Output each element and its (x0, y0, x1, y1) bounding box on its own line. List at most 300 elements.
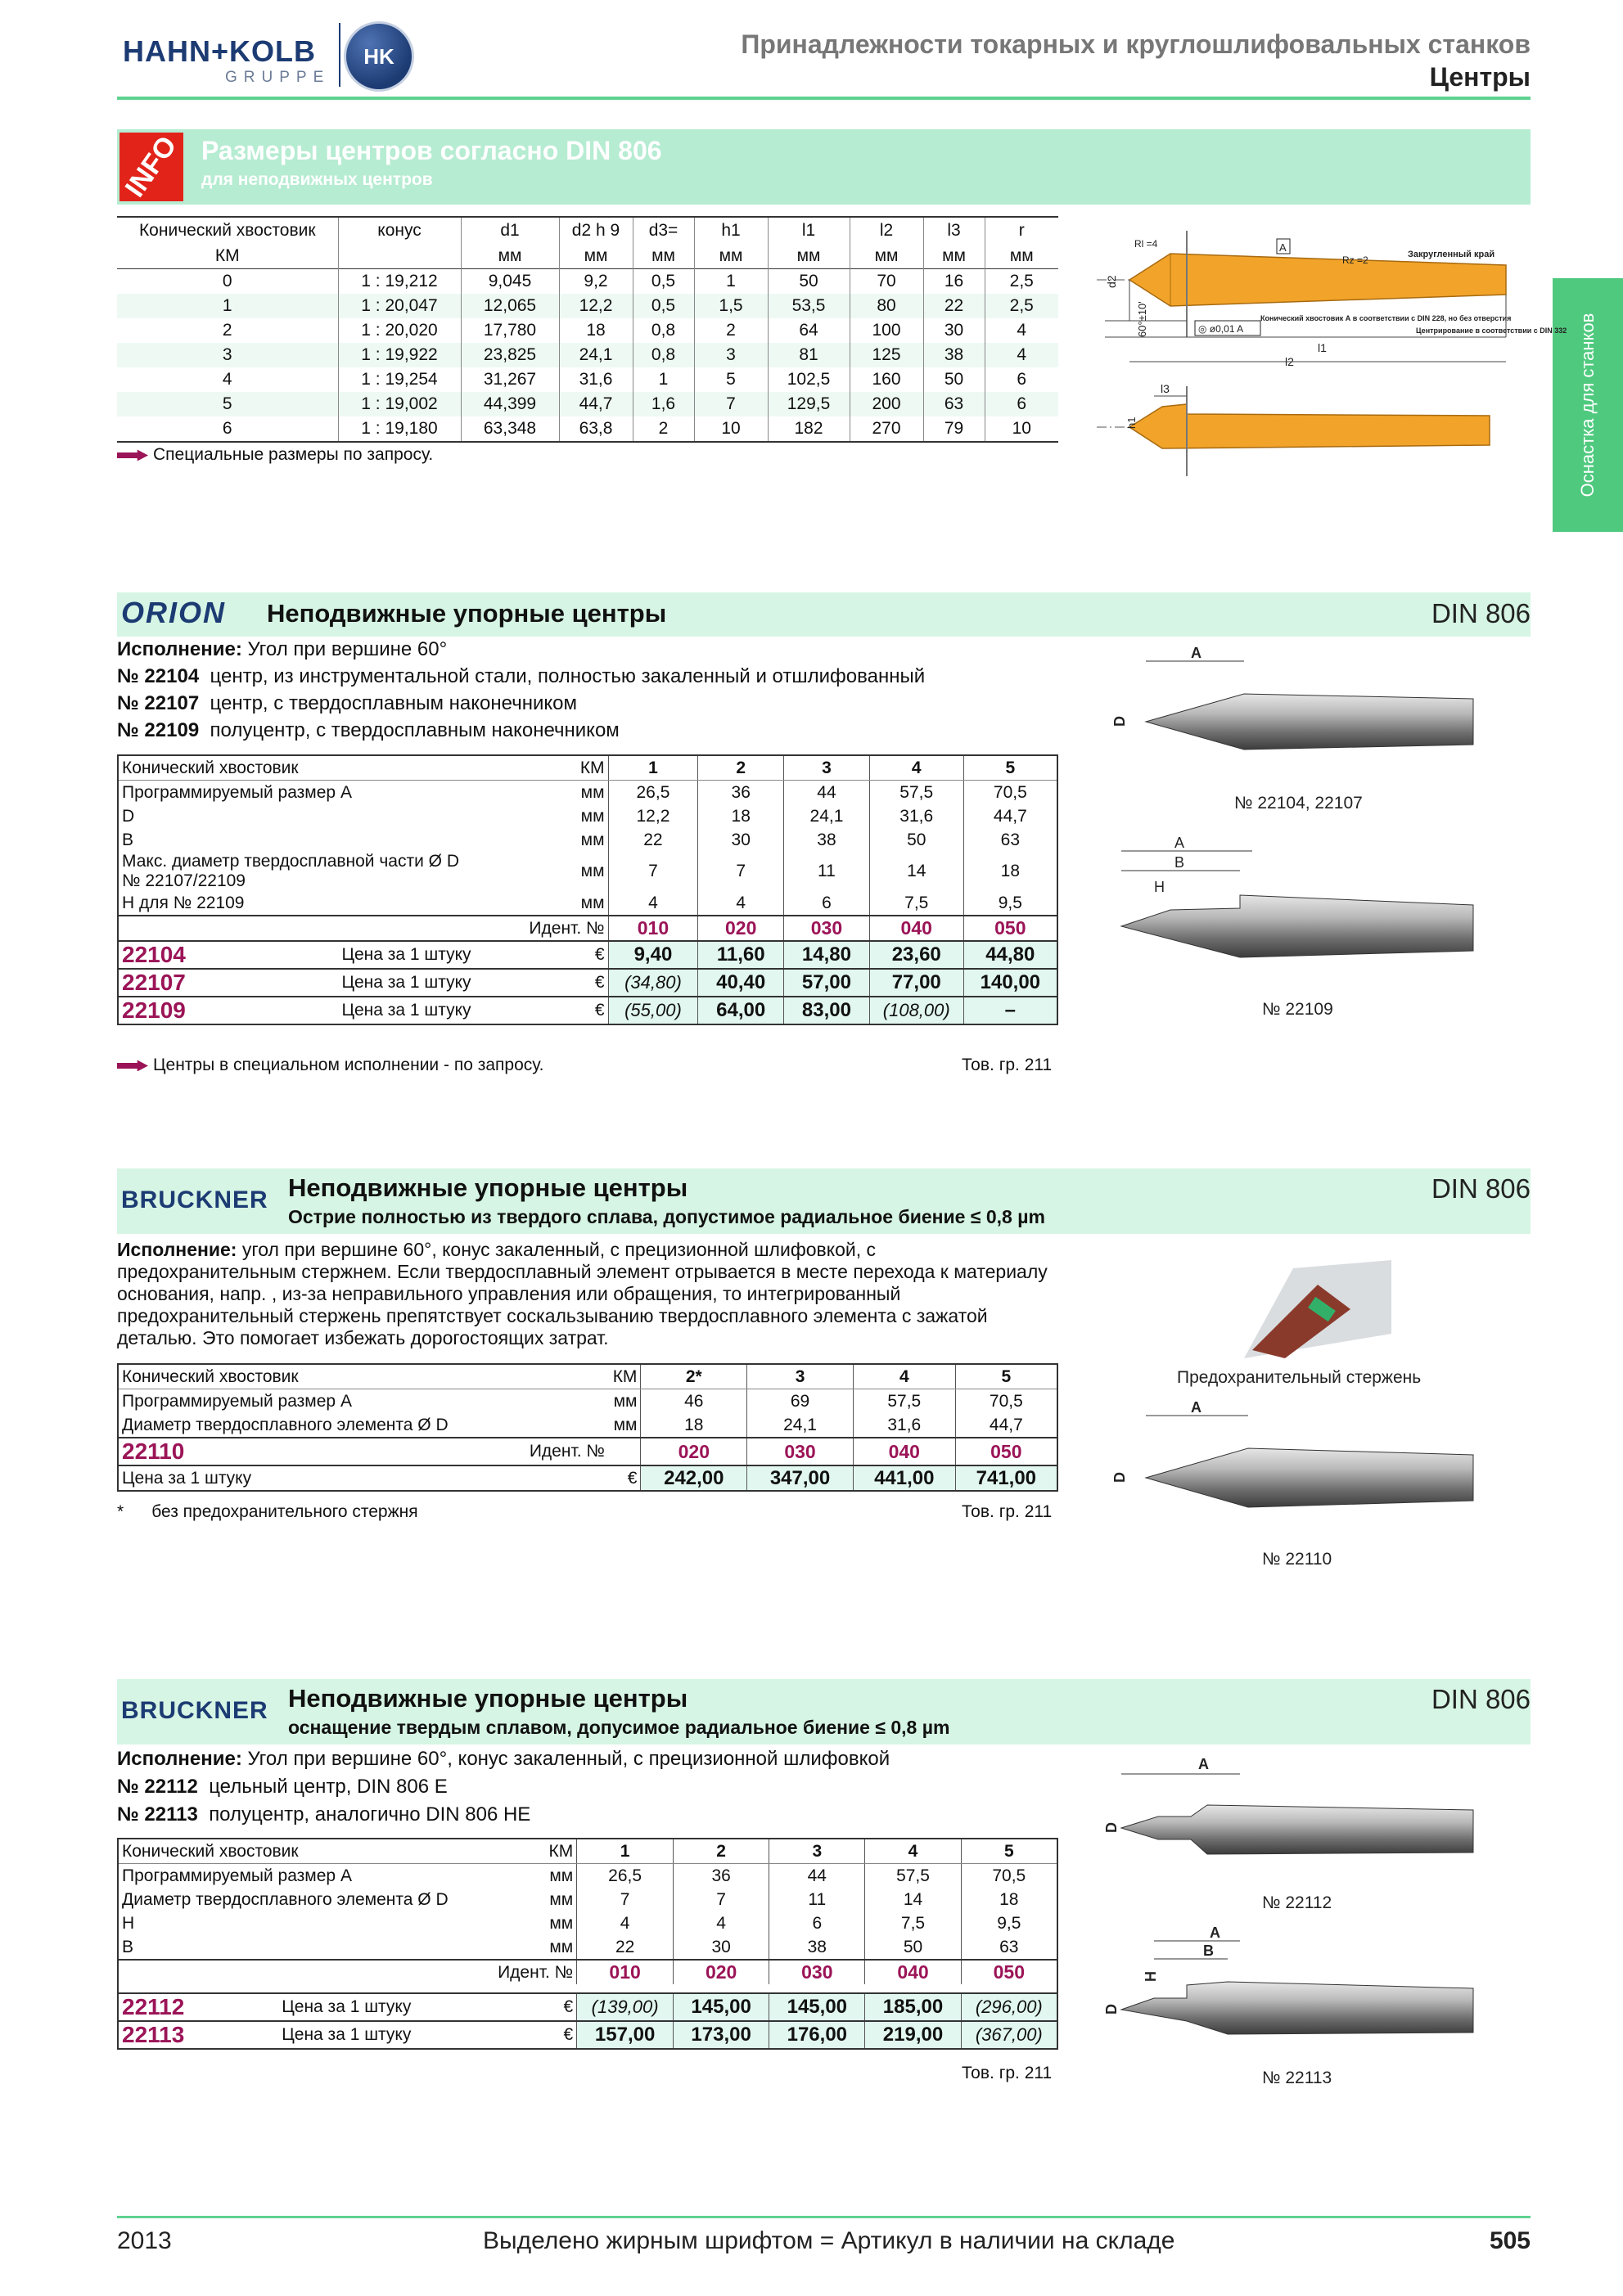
ident-row (118, 1438, 1057, 1465)
table-cell: 44,7 (963, 804, 1057, 828)
table-row (118, 804, 1057, 828)
info-rows (117, 269, 1058, 443)
dim-label: D (1103, 2004, 1120, 2015)
table-cell: 10 (985, 416, 1058, 442)
table-cell: 7,5 (865, 1911, 961, 1935)
table-cell: 50 (768, 269, 850, 295)
price-cell: (108,00) (869, 997, 963, 1024)
currency: € (594, 945, 605, 964)
table-cell: 2 (633, 416, 694, 442)
price-cell: 741,00 (955, 1465, 1057, 1491)
table-cell: 0,8 (633, 343, 694, 367)
row-unit: мм (580, 830, 605, 849)
table-cell: 64 (768, 318, 850, 343)
article-number: 22104 (122, 942, 186, 967)
table-cell: 22 (923, 294, 985, 318)
km-value: 4 (853, 1364, 955, 1389)
table-cell: 31,267 (461, 367, 559, 392)
table-cell: 7 (674, 1888, 769, 1911)
bruckner2-center-image-2 (1097, 1920, 1490, 2067)
article-number: 22112 (122, 1994, 185, 2019)
table-cell: 0,5 (633, 269, 694, 295)
info-col-header: d2 h 9 (559, 217, 633, 243)
row-label: Программируемый размер A (122, 1391, 352, 1411)
table-cell: 70 (850, 269, 923, 295)
table-cell: 3 (694, 343, 768, 367)
ident-number: 040 (853, 1438, 955, 1465)
orion-caption-1: № 22104, 22107 (1234, 794, 1363, 813)
table-cell: 18 (963, 852, 1057, 891)
table-cell: 63 (963, 828, 1057, 852)
footer-rule (117, 2216, 1531, 2218)
table-cell: 24,1 (784, 804, 870, 828)
table-row (118, 1935, 1057, 1960)
row-unit: мм (549, 1913, 574, 1933)
table-cell: 5 (117, 392, 338, 416)
table-cell: 200 (850, 392, 923, 416)
bruckner1-din: DIN 806 (1431, 1173, 1531, 1204)
table-cell: 79 (923, 416, 985, 442)
table-row (118, 891, 1057, 916)
bruckner2-logo: BRUCKNER (121, 1697, 268, 1724)
table-cell: 100 (850, 318, 923, 343)
side-tab[interactable] (1553, 278, 1623, 532)
bruckner2-table (117, 1838, 1058, 2050)
table-cell: 63 (961, 1935, 1057, 1960)
footer-note: Выделено жирным шрифтом = Артикул в наличии на складе (483, 2227, 1175, 2254)
ident-number: 010 (608, 916, 698, 941)
orion-table (117, 754, 1058, 1025)
drawing-label: Rz =2 (1342, 254, 1368, 266)
table-cell: 24,1 (747, 1413, 854, 1438)
price-cell: (367,00) (961, 2021, 1057, 2049)
ident-number: 040 (865, 1960, 961, 1984)
page-title: Центры (1429, 62, 1531, 92)
bruckner2-center-image-1 (1097, 1751, 1490, 1882)
table-cell: 129,5 (768, 392, 850, 416)
row-label: Диаметр твердосплавного элемента Ø D (122, 1415, 449, 1434)
bruckner2-table-body (118, 1839, 1057, 2049)
info-unit: мм (768, 243, 850, 269)
price-cell: (55,00) (608, 997, 698, 1024)
bruckner1-subtitle: Острие полностью из твердого сплава, допустимое радиальное биение ≤ 0,8 µm (288, 1206, 1045, 1227)
table-cell: 14 (865, 1888, 961, 1911)
arrow-icon (117, 449, 148, 461)
price-label: Цена за 1 штуку (282, 2025, 412, 2044)
price-cell: 40,40 (698, 969, 784, 997)
km-value: 4 (869, 755, 963, 781)
footnote-mark: * (117, 1502, 124, 1521)
info-badge (119, 130, 183, 203)
bruckner2-din: DIN 806 (1431, 1684, 1531, 1714)
table-cell: 2,5 (985, 269, 1058, 295)
row-unit: мм (549, 1866, 574, 1885)
table-row (118, 1911, 1057, 1935)
km-value: 3 (784, 755, 870, 781)
price-cell: 64,00 (698, 997, 784, 1024)
ident-label: Идент. № (498, 1962, 574, 1982)
table-cell: 12,065 (461, 294, 559, 318)
table-cell: 57,5 (865, 1864, 961, 1889)
half-center-shape (1121, 895, 1473, 957)
table-cell: 1,5 (694, 294, 768, 318)
price-cell: 9,40 (608, 941, 698, 969)
km-value: 1 (608, 755, 698, 781)
table-cell: 63 (923, 392, 985, 416)
currency: € (563, 1997, 574, 2016)
table-cell: 4 (577, 1911, 674, 1935)
drawing-label: Центрирование в соответствии с DIN 332 (1416, 326, 1567, 335)
table-cell: 9,5 (961, 1911, 1057, 1935)
brand-emblem: HK (344, 21, 414, 92)
dim-label: B (1174, 854, 1185, 871)
drawing-label: d2 (1105, 275, 1118, 288)
info-unit: мм (461, 243, 559, 269)
table-cell: 2,5 (985, 294, 1058, 318)
table-cell: 44,7 (955, 1413, 1057, 1438)
table-cell: 44 (784, 781, 870, 805)
item-number: № 22104 (117, 665, 200, 687)
row-label: Программируемый размер A (122, 1866, 352, 1885)
table-cell: 16 (923, 269, 985, 295)
table-row (117, 392, 1058, 416)
row-label: B (122, 830, 134, 849)
table-row (117, 294, 1058, 318)
info-col-header: r (985, 217, 1058, 243)
price-label: Цена за 1 штуку (341, 973, 471, 992)
table-cell: 31,6 (559, 367, 633, 392)
table-cell: 102,5 (768, 367, 850, 392)
table-cell: 38 (923, 343, 985, 367)
info-col-header: конус (338, 217, 461, 243)
table-cell: 50 (865, 1935, 961, 1960)
price-cell: 145,00 (674, 1993, 769, 2021)
table-cell: 1 (694, 269, 768, 295)
currency: € (563, 2025, 574, 2044)
price-row (118, 1993, 1057, 2021)
table-cell: 1 (117, 294, 338, 318)
arrow-icon (117, 1060, 148, 1071)
article-number: 22110 (122, 1438, 185, 1464)
bruckner1-logo: BRUCKNER (121, 1186, 268, 1213)
table-row (118, 828, 1057, 852)
table-cell: 38 (769, 1935, 865, 1960)
price-cell: 145,00 (769, 1993, 865, 2021)
table-row (117, 367, 1058, 392)
dim-label: A (1210, 1925, 1220, 1941)
item-number: № 22109 (117, 719, 200, 741)
table-cell: 6 (784, 891, 870, 916)
drawing-label: l3 (1161, 382, 1170, 395)
item-number: № 22112 (117, 1776, 198, 1798)
safety-pin-image (1228, 1252, 1391, 1366)
table-header-row (118, 1364, 1057, 1389)
table-row (118, 852, 1057, 891)
table-row (117, 343, 1058, 367)
table-cell: 11 (784, 852, 870, 891)
row-label: Диаметр твердосплавного элемента Ø D (122, 1889, 449, 1909)
orion-center-image-2 (1097, 835, 1490, 998)
article-number: 22109 (122, 997, 186, 1023)
logo-divider (339, 23, 340, 87)
price-cell: 185,00 (865, 1993, 961, 2021)
orion-tov: Тов. гр. 211 (962, 1056, 1053, 1074)
orion-logo: ORION (121, 596, 227, 629)
price-label: Цена за 1 штуку (341, 945, 471, 964)
ident-number: 030 (784, 916, 870, 941)
dim-label: A (1191, 645, 1201, 661)
exec-label: Исполнение: (117, 1748, 242, 1770)
table-cell: 7 (577, 1888, 674, 1911)
table-row (117, 416, 1058, 442)
table-cell: 3 (117, 343, 338, 367)
price-row (118, 969, 1057, 997)
price-cell: 44,80 (963, 941, 1057, 969)
table-row (118, 1413, 1057, 1438)
page-number: 505 (1489, 2227, 1531, 2254)
table-cell: 4 (222, 370, 232, 389)
table-cell: 2 (694, 318, 768, 343)
km-value: 2 (698, 755, 784, 781)
din806-drawing (1097, 214, 1567, 484)
table-cell: 17,780 (461, 318, 559, 343)
table-cell: 44 (769, 1864, 865, 1889)
ident-label: Идент. № (529, 918, 605, 938)
dim-label: H (1154, 879, 1165, 895)
table-cell: 0,5 (633, 294, 694, 318)
km-value: 5 (961, 1839, 1057, 1864)
bruckner2-title: Неподвижные упорные центры (288, 1684, 688, 1713)
table-cell: 9,2 (559, 269, 633, 295)
price-cell: 219,00 (865, 2021, 961, 2049)
row-unit: мм (580, 893, 605, 912)
row-unit: КМ (608, 1364, 641, 1389)
drawing-label: 60°±10' (1136, 301, 1148, 337)
orion-din: DIN 806 (1431, 598, 1531, 628)
table-cell: 50 (869, 828, 963, 852)
table-cell: 6 (985, 367, 1058, 392)
exec-label: Исполнение: (117, 638, 242, 660)
bruckner2-item (117, 1776, 448, 1799)
dim-label: A (1191, 1399, 1201, 1416)
dim-label: D (1111, 716, 1128, 727)
bruckner1-execution (117, 1239, 1058, 1349)
table-row (118, 1864, 1057, 1889)
bruckner1-footnote (117, 1502, 418, 1522)
table-cell: 26,5 (608, 781, 698, 805)
item-text: полуцентр, с твердосплавным наконечником (210, 719, 620, 741)
row-label: H (122, 1913, 135, 1933)
info-col-header: h1 (694, 217, 768, 243)
table-cell: 44,7 (559, 392, 633, 416)
header-rule (117, 97, 1531, 100)
table-cell: 30 (674, 1935, 769, 1960)
ident-number: 030 (747, 1438, 854, 1465)
drawing-label: ◎ ø0,01 A (1198, 323, 1244, 335)
table-cell: 0,8 (633, 318, 694, 343)
table-cell: 23,825 (461, 343, 559, 367)
table-cell: 70,5 (963, 781, 1057, 805)
price-cell: (139,00) (577, 1993, 674, 2021)
table-cell: 125 (850, 343, 923, 367)
table-cell: 14 (869, 852, 963, 891)
price-cell: 77,00 (869, 969, 963, 997)
row-label: D (122, 806, 135, 826)
price-cell: 173,00 (674, 2021, 769, 2049)
ident-number: 040 (869, 916, 963, 941)
km-value: 3 (747, 1364, 854, 1389)
exec-text: угол при вершине 60°, конус закаленный, с прецизионной шлифовкой, с предохранительным стержнем. Если твердосплавный элемент отрывается в месте перехода к материалу основания, напр. , из-за неправильного управления или обращения, то интегрированный предохранительный стержень препятствует соскальзыванию твердосплавного элемента с зажатой деталью. Это помогает избежать дорогостоящих затрат. (117, 1239, 1048, 1348)
row-label: Конический хвостовик (118, 1364, 608, 1389)
price-row (118, 997, 1057, 1024)
dim-label: A (1198, 1756, 1209, 1772)
ident-number: 020 (698, 916, 784, 941)
km-value: 5 (963, 755, 1057, 781)
table-row (118, 781, 1057, 805)
info-title: Размеры центров согласно DIN 806 (201, 136, 662, 165)
table-cell: 1 : 20,047 (338, 294, 461, 318)
table-cell: 4 (698, 891, 784, 916)
footer-year: 2013 (117, 2227, 172, 2254)
info-header-row (117, 217, 1058, 243)
drawing-label: h1 (1125, 416, 1138, 429)
ident-number: 050 (955, 1438, 1057, 1465)
table-cell: 22 (608, 828, 698, 852)
table-cell: 57,5 (853, 1389, 955, 1414)
table-cell: 0 (222, 272, 232, 290)
table-cell: 1 : 19,254 (338, 367, 461, 392)
orion-caption-2: № 22109 (1262, 1000, 1333, 1019)
price-cell: 441,00 (853, 1465, 955, 1491)
ident-row (118, 916, 1057, 941)
half-center-shape (1121, 1982, 1473, 2034)
currency: € (594, 1001, 605, 1020)
row-unit: мм (580, 782, 605, 802)
price-cell: 57,00 (784, 969, 870, 997)
bruckner1-table (117, 1363, 1058, 1492)
price-cell: – (963, 997, 1057, 1024)
info-col-header: Конический хвостовик (138, 220, 316, 240)
table-cell: 53,5 (768, 294, 850, 318)
item-number: № 22107 (117, 692, 200, 714)
table-row (117, 318, 1058, 343)
drawing-label: l2 (1285, 355, 1294, 368)
info-subtitle: для неподвижных центров (201, 170, 433, 189)
table-cell: 160 (850, 367, 923, 392)
row-unit: мм (549, 1937, 574, 1956)
info-units-row (117, 243, 1058, 269)
orion-table-body (118, 755, 1057, 1024)
row-unit: КМ (575, 755, 608, 781)
dim-label: H (1143, 1971, 1159, 1982)
table-cell: 12,2 (608, 804, 698, 828)
row-unit: мм (613, 1391, 638, 1411)
table-cell: 7 (694, 392, 768, 416)
drawing-label: Rl =4 (1134, 238, 1158, 250)
price-label: Цена за 1 штуку (122, 1468, 252, 1488)
dim-label: D (1103, 1822, 1120, 1833)
row-unit: мм (549, 1889, 574, 1909)
row-label: Конический хвостовик (118, 1839, 544, 1864)
info-note (117, 445, 433, 465)
table-cell: 63,8 (559, 416, 633, 442)
drawing-label: l1 (1318, 341, 1327, 354)
table-cell: 6 (222, 419, 232, 438)
table-cell: 4 (608, 891, 698, 916)
price-cell: 11,60 (698, 941, 784, 969)
bruckner2-caption-1: № 22112 (1262, 1893, 1332, 1912)
km-value: 2* (641, 1364, 747, 1389)
table-header-row (118, 1839, 1057, 1864)
table-cell: 1 : 19,180 (338, 416, 461, 442)
ident-number: 020 (641, 1438, 747, 1465)
price-row (118, 941, 1057, 969)
table-cell: 7,5 (869, 891, 963, 916)
bruckner1-caption-2: № 22110 (1262, 1550, 1332, 1569)
orion-title: Неподвижные упорные центры (267, 599, 667, 628)
item-text: цельный центр, DIN 806 E (209, 1776, 448, 1798)
table-cell: 182 (768, 416, 850, 442)
table-row (117, 269, 1058, 295)
footnote-text: без предохранительного стержня (151, 1502, 418, 1521)
info-unit: мм (633, 243, 694, 269)
info-col-header: d3= (633, 217, 694, 243)
table-cell: 9,045 (461, 269, 559, 295)
bruckner2-caption-2: № 22113 (1262, 2069, 1332, 2087)
km-value: 4 (865, 1839, 961, 1864)
center-shape (1146, 1448, 1473, 1507)
dim-label: D (1111, 1472, 1128, 1483)
table-cell: 26,5 (577, 1864, 674, 1889)
table-cell: 18 (641, 1413, 747, 1438)
bruckner1-caption-1: Предохранительный стержень (1177, 1368, 1422, 1387)
price-cell: 140,00 (963, 969, 1057, 997)
info-unit: мм (985, 243, 1058, 269)
row-label: B (122, 1937, 134, 1956)
table-cell: 70,5 (961, 1864, 1057, 1889)
item-number: № 22113 (117, 1803, 198, 1826)
table-cell: 30 (923, 318, 985, 343)
exec-text: Угол при вершине 60°, конус закаленный, с прецизионной шлифовкой (247, 1748, 890, 1770)
info-unit: мм (850, 243, 923, 269)
price-label: Цена за 1 штуку (282, 1997, 412, 2016)
table-cell: 36 (674, 1864, 769, 1889)
table-cell: 7 (608, 852, 698, 891)
table-cell: 80 (850, 294, 923, 318)
row-label: H для № 22109 (122, 893, 245, 912)
price-label: Цена за 1 штуку (341, 1001, 471, 1020)
orion-item (117, 665, 925, 688)
dim-label: A (1174, 835, 1185, 851)
km-value: 1 (577, 1839, 674, 1864)
center-body-lower (1129, 404, 1490, 448)
table-cell: 18 (698, 804, 784, 828)
side-tab-label: Оснастка для станков (1577, 313, 1598, 497)
price-cell: 14,80 (784, 941, 870, 969)
table-cell: 2 (222, 321, 232, 340)
table-cell: 69 (747, 1389, 854, 1414)
table-cell: 44,399 (461, 392, 559, 416)
row-label: Программируемый размер A (122, 782, 352, 802)
table-header-row (118, 755, 1057, 781)
ident-number: 050 (961, 1960, 1057, 1984)
price-cell: 242,00 (641, 1465, 747, 1491)
info-col-header: d1 (461, 217, 559, 243)
table-cell: 1 : 19,922 (338, 343, 461, 367)
price-cell: 83,00 (784, 997, 870, 1024)
table-cell: 63,348 (461, 416, 559, 442)
orion-item (117, 719, 620, 742)
